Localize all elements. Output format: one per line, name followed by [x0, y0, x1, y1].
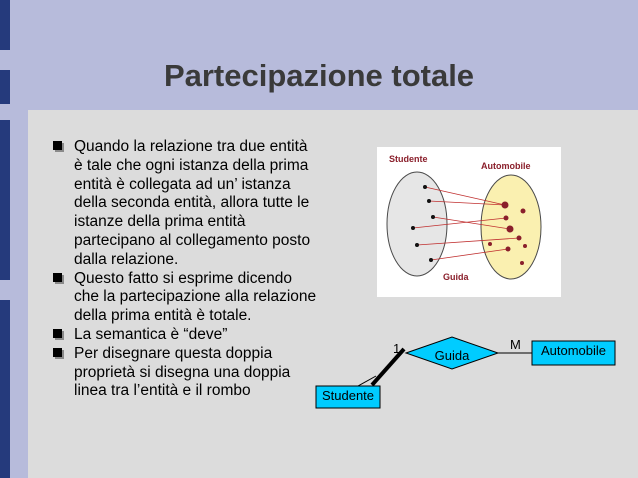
entity-automobile-label: Automobile	[540, 343, 607, 358]
venn-label-automobile: Automobile	[481, 161, 531, 171]
bullet-text: Per disegnare questa doppia proprietà si disegna una doppia linea tra l’entità e il rombo	[74, 344, 291, 400]
venn-label-guida: Guida	[443, 272, 469, 282]
bullet-text: Questo fatto si esprime dicendo che la partecipazione alla relazione della prima entità è totale.	[74, 269, 317, 325]
bullet-text: La semantica è “deve”	[74, 325, 228, 343]
relationship-guida-label: Guida	[434, 348, 470, 363]
bullet-text: Quando la relazione tra due entità è tale che ogni istanza della prima entità è collegata ad un’ istanza della seconda entità, allora tutte le istanze della prima entità partecipano al collegamento posto dalla relazione.	[74, 138, 311, 268]
cardinality-left: 1	[393, 341, 401, 356]
entity-studente-label: Studente	[321, 388, 375, 403]
cardinality-right: M	[510, 337, 521, 352]
venn-label-studente: Studente	[389, 154, 428, 164]
slide-title: Partecipazione totale	[163, 58, 475, 93]
